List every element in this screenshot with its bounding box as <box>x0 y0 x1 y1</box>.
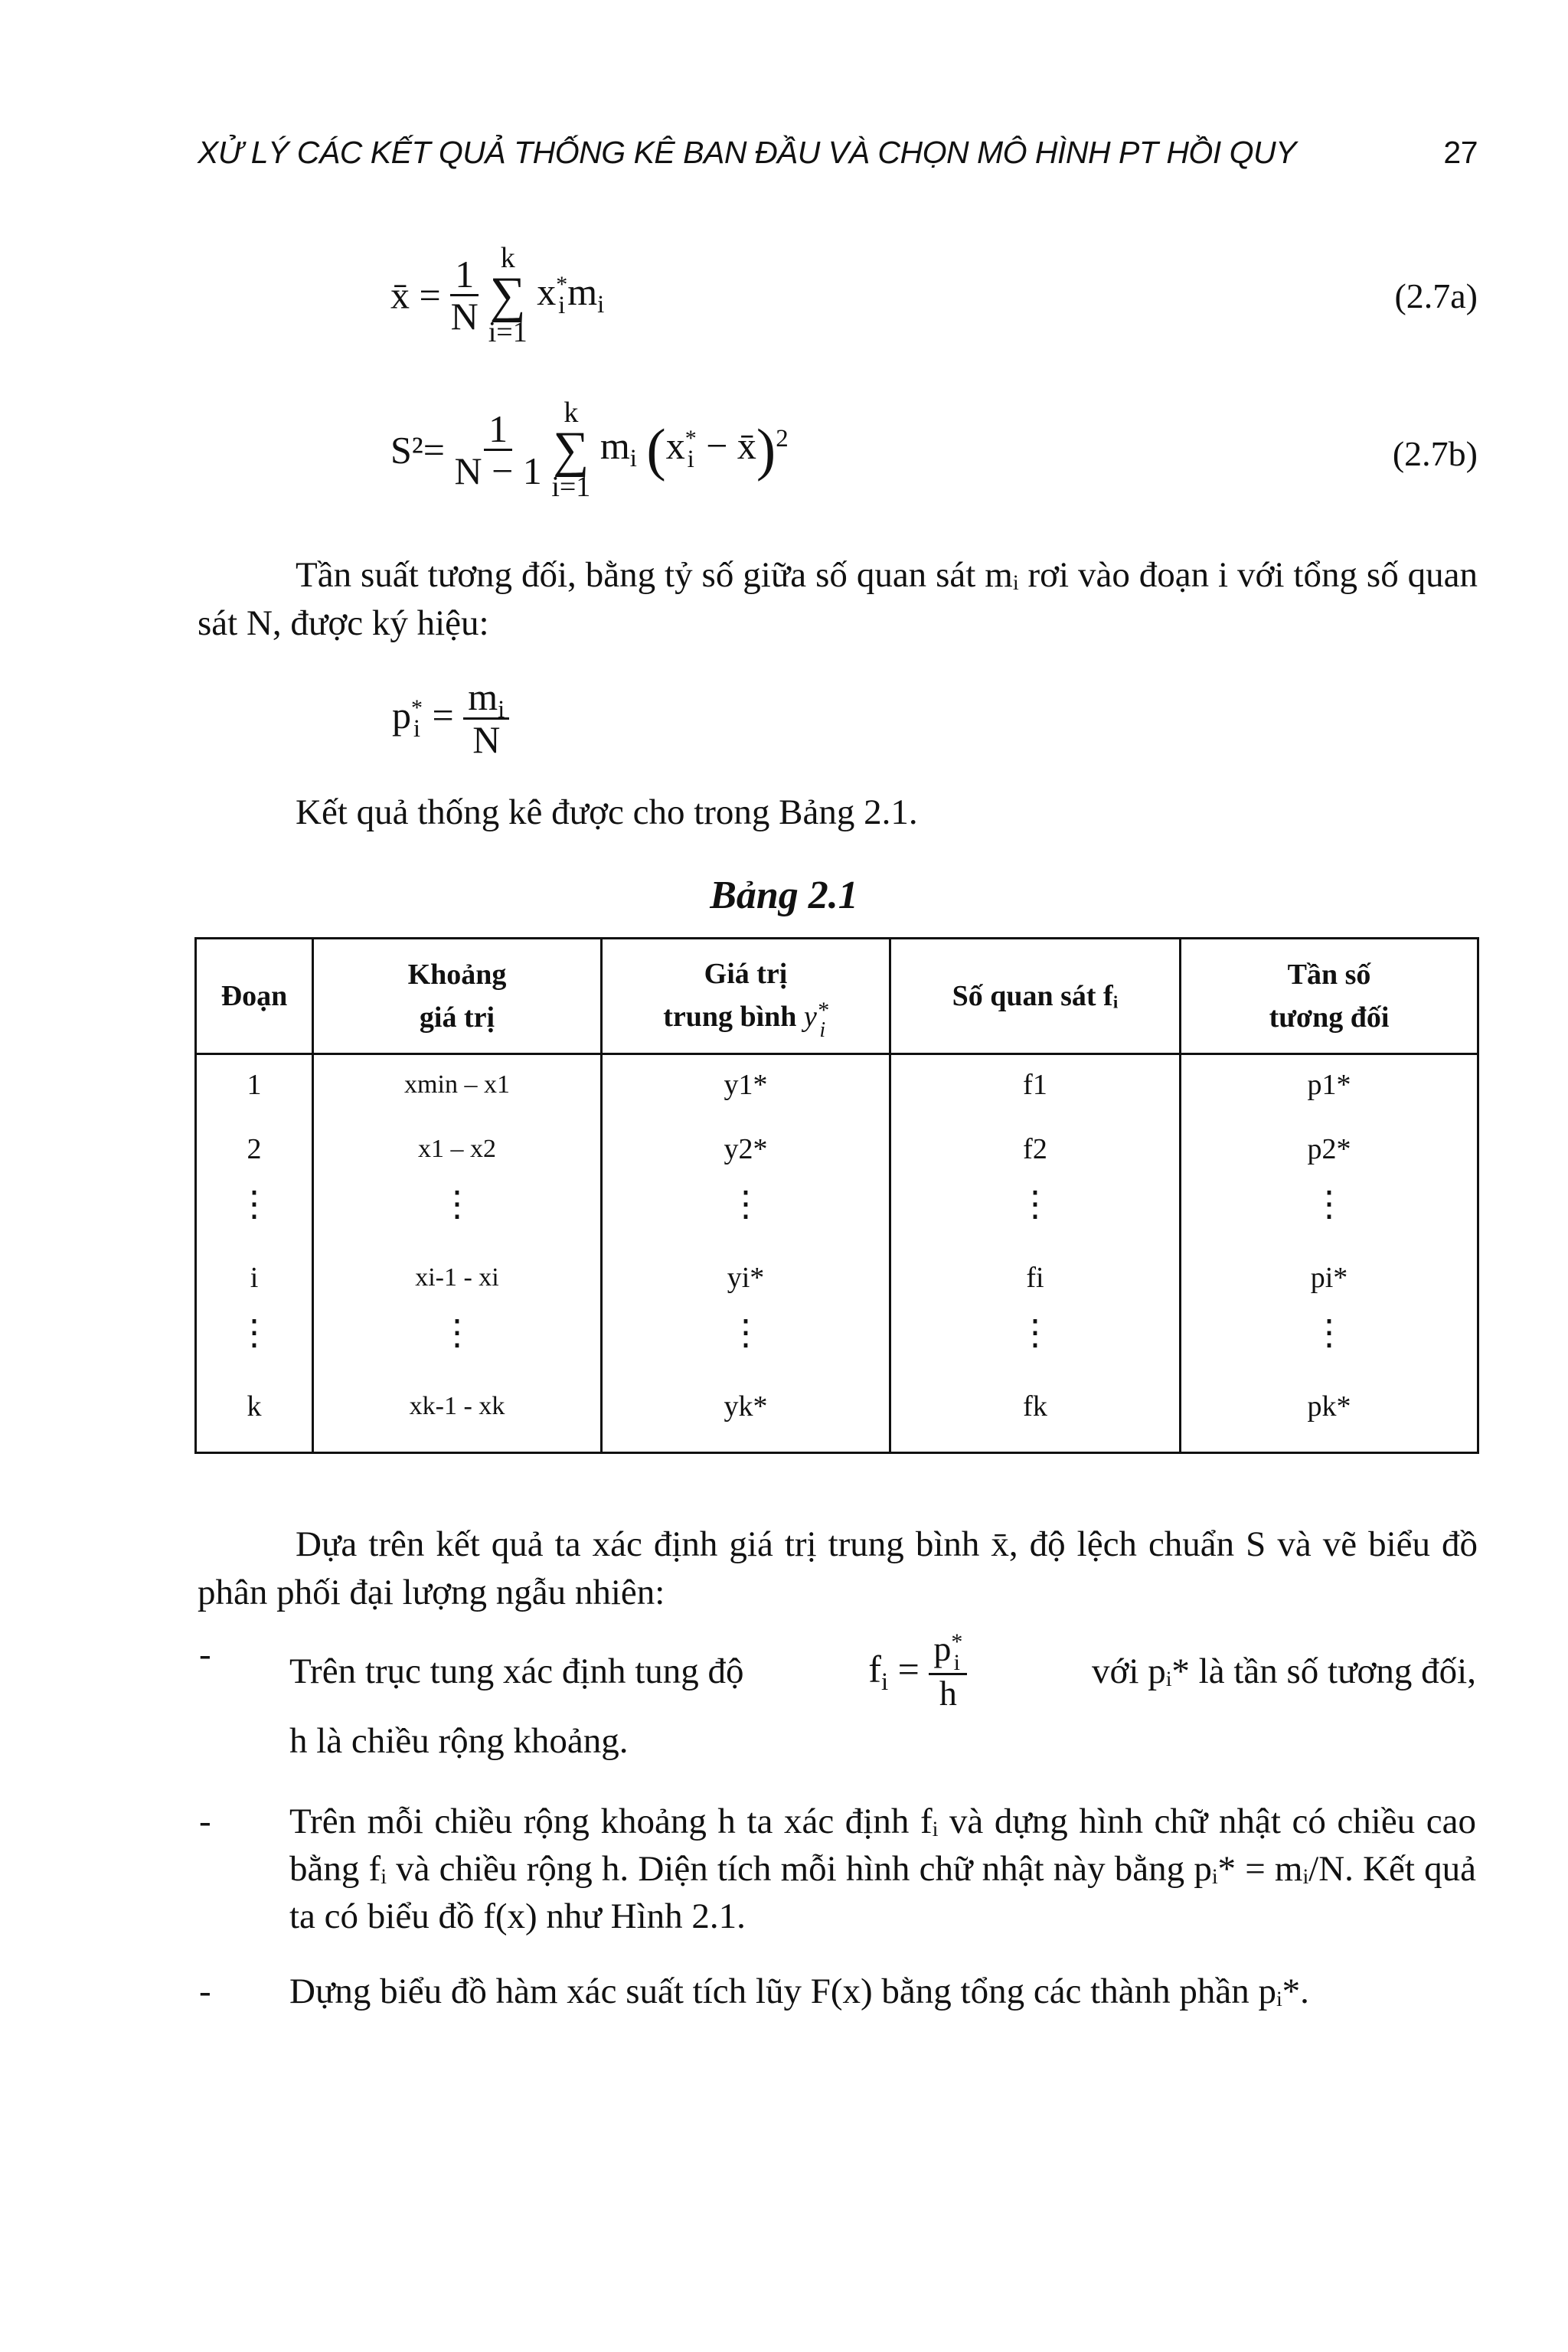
table-cell: ⋮ <box>728 1184 763 1223</box>
header-tan-so-l1: Tần số <box>1287 959 1371 991</box>
running-header <box>198 135 1478 171</box>
table-cell: ⋮ <box>1312 1184 1347 1223</box>
table-cell: fi <box>1026 1262 1044 1294</box>
eq-a-sum <box>488 243 528 347</box>
table-body-row <box>196 1054 1478 1453</box>
table-cell: f1 <box>1023 1069 1047 1101</box>
table-cell: p2* <box>1307 1133 1351 1165</box>
eq-a-lhs: x̄ = <box>390 273 441 317</box>
table-cell: k <box>247 1390 262 1423</box>
header-yi-symbol: y * i <box>803 997 828 1042</box>
eq-a-body <box>537 270 605 320</box>
bullet-1-formula: $f_i$ = p * i h <box>868 1631 967 1713</box>
header-so-quan-sat-text: Số quan sát fᵢ <box>952 980 1119 1012</box>
paragraph-relative-frequency: Tần suất tương đối, bằng tỷ số giữa số quan sát mᵢ rơi vào đoạn i với tổng số quan sát N, được ký hiệu: <box>198 555 1478 643</box>
table-cell: 2 <box>247 1133 262 1165</box>
equation-label-2-7a: (2.7a) <box>1394 276 1478 315</box>
eq-a-fraction <box>450 254 479 337</box>
eq-a-x-sub: i <box>558 292 566 320</box>
table-cell: ⋮ <box>1018 1313 1053 1352</box>
header-khoang-l1: Khoảng <box>407 959 507 991</box>
bullet-dash: - <box>199 1971 211 2011</box>
col-f <box>890 1054 1181 1453</box>
table-cell: xi-1 - xi <box>415 1263 499 1292</box>
table-cell: xmin – x1 <box>404 1070 510 1099</box>
bullet-item-2 <box>199 1798 1476 1940</box>
eq-b-m-sub: i <box>629 445 637 473</box>
table-cell: xk-1 - xk <box>409 1392 505 1420</box>
paragraph-analysis: Dựa trên kết quả ta xác định giá trị trung bình x̄, độ lệch chuẩn S và vẽ biểu đồ phân phối đại lượng ngẫu nhiên: <box>198 1524 1478 1612</box>
col-p <box>1181 1054 1478 1453</box>
col-khoang <box>313 1054 602 1453</box>
table-cell: x1 – x2 <box>418 1135 496 1163</box>
header-tan-so <box>1181 939 1478 1054</box>
table-cell: ⋮ <box>439 1313 475 1352</box>
bullet-dash: - <box>199 1802 211 1841</box>
bullet-2-text: Trên mỗi chiều rộng khoảng h ta xác định fᵢ và dựng hình chữ nhật có chiều cao bằng fᵢ và chiều rộng h. Diện tích mỗi hình chữ nhật này bằng pᵢ* = mᵢ/N. Kết quả ta có biểu đồ f(x) như Hình 2.1. <box>289 1802 1476 1936</box>
table-cell: p1* <box>1307 1069 1351 1101</box>
eq-b-sum <box>551 397 591 504</box>
eq-p-den: N <box>472 717 501 761</box>
eq-b-lhs: S²= <box>390 428 445 472</box>
eq-p-lhs <box>392 693 463 743</box>
table-cell: yi* <box>727 1262 765 1294</box>
bullet-1-pre: Trên trục tung xác định tung độ <box>289 1651 744 1692</box>
header-tan-so-l2: tương đối <box>1269 1001 1390 1034</box>
table-cell: ⋮ <box>728 1313 763 1352</box>
eq-a-num: 1 <box>450 254 479 297</box>
eq-a-den: N <box>450 295 479 338</box>
eq-b-x-sub: i <box>687 446 694 474</box>
header-gia-tri-l2: trung bình <box>663 1001 797 1034</box>
right-paren: ) <box>756 417 776 482</box>
bullet-item-3 <box>199 1968 1476 2015</box>
eq-p-fraction <box>463 677 509 760</box>
eq-a-sum-bottom: i=1 <box>488 316 528 349</box>
paragraph-table-intro: Kết quả thống kê được cho trong Bảng 2.1. <box>296 792 918 832</box>
eq-b-power: 2 <box>776 425 789 453</box>
table-cell: i <box>250 1262 259 1294</box>
eq-b-minus-mean: − x̄ <box>706 424 756 468</box>
table-header-row <box>196 939 1478 1054</box>
eq-a-x: x <box>537 270 557 314</box>
eq-a-star: * <box>556 272 568 298</box>
table-cell: ⋮ <box>1312 1313 1347 1352</box>
eq-p-sub: i <box>413 714 421 743</box>
table-cell: yk* <box>724 1390 768 1423</box>
col-y <box>602 1054 890 1453</box>
sigma-symbol: ∑ <box>489 267 526 323</box>
bullet-item-1 <box>199 1629 1476 1765</box>
eq-p-p: p <box>392 693 411 737</box>
eq-b-body <box>599 417 789 482</box>
header-gia-tri <box>602 939 890 1054</box>
table-cell: ⋮ <box>439 1184 475 1223</box>
table-cell: y2* <box>724 1133 768 1165</box>
table-cell: f2 <box>1023 1133 1047 1165</box>
table-cell: pk* <box>1307 1390 1351 1423</box>
table-cell: fk <box>1023 1390 1047 1423</box>
sigma-symbol: ∑ <box>553 422 590 478</box>
table-cell: 1 <box>247 1069 262 1101</box>
eq-a-m: m <box>567 270 598 314</box>
bullet-1-line2: h là chiều rộng khoảng. <box>289 1720 629 1761</box>
header-doan <box>196 939 313 1054</box>
table-cell: y1* <box>724 1069 768 1101</box>
eq-b-num: 1 <box>484 409 512 452</box>
eq-b-sum-top: k <box>564 397 579 429</box>
equation-relative-frequency <box>392 677 509 760</box>
eq-b-star: * <box>684 426 697 452</box>
left-paren: ( <box>646 417 666 482</box>
table-cell: ⋮ <box>1018 1184 1053 1223</box>
table-caption: Bảng 2.1 <box>710 874 858 917</box>
eq-b-sum-bottom: i=1 <box>551 471 591 504</box>
table-cell: ⋮ <box>237 1313 272 1352</box>
eq-b-fraction <box>455 409 542 492</box>
statistics-table <box>194 937 1479 1454</box>
table-cell: ⋮ <box>237 1184 272 1223</box>
bullet-dash: - <box>199 1635 211 1674</box>
eq-b-m: m <box>599 424 630 468</box>
eq-a-sum-top: k <box>500 242 515 274</box>
header-khoang <box>313 939 602 1054</box>
eq-a-m-sub: i <box>597 291 605 319</box>
eq-p-star: * <box>411 694 423 720</box>
header-khoang-l2: giá trị <box>419 1001 495 1034</box>
equation-2-7b <box>390 397 789 504</box>
bullet-1-post: với pᵢ* là tần số tương đối, <box>1092 1651 1476 1692</box>
eq-p-equals: = <box>432 693 454 737</box>
eq-p-num-sub: i <box>498 696 505 724</box>
bullet-3-text: Dựng biểu đồ hàm xác suất tích lũy F(x) bằng tổng các thành phần pᵢ*. <box>289 1971 1309 2011</box>
col-doan <box>196 1054 313 1453</box>
header-gia-tri-l1: Giá trị <box>704 958 788 991</box>
header-title: XỬ LÝ CÁC KẾT QUẢ THỐNG KÊ BAN ĐẦU VÀ CHỌN MÔ HÌNH PT HỒI QUY <box>198 135 1296 170</box>
equation-label-2-7b: (2.7b) <box>1392 434 1478 473</box>
eq-b-den: N − 1 <box>454 449 542 493</box>
equation-2-7a <box>390 243 604 347</box>
page-number: 27 <box>1443 135 1478 170</box>
table-cell: pi* <box>1310 1262 1348 1294</box>
eq-p-num: m <box>468 675 498 718</box>
eq-b-x: x <box>665 424 685 468</box>
header-so-quan-sat <box>890 939 1181 1054</box>
header-doan-text: Đoạn <box>220 980 288 1012</box>
